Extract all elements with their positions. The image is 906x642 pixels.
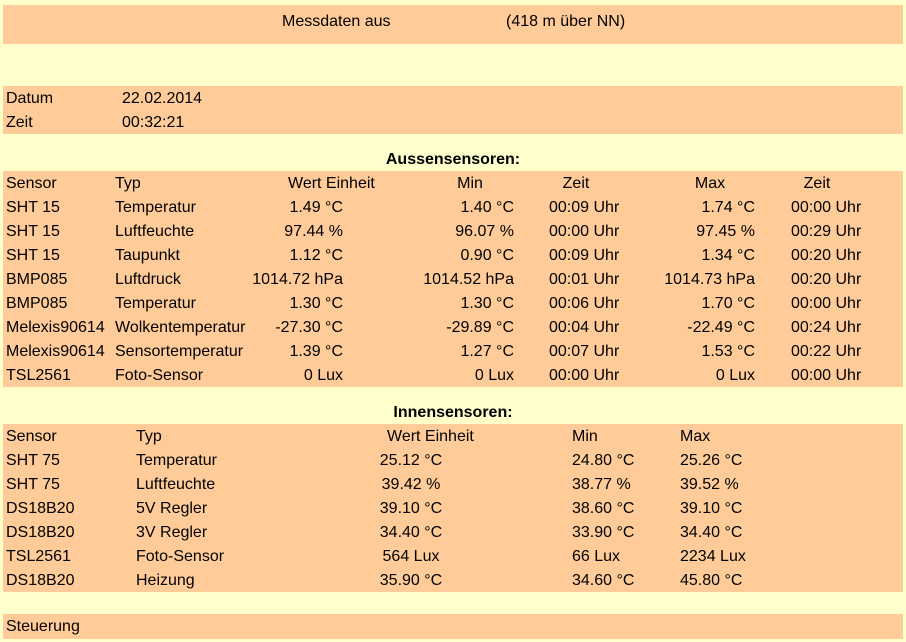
cell-wert: 564 Lux [382, 548, 440, 565]
cell-min: 1014.52 hPa [423, 271, 514, 288]
cell-wert: 1.39 °C [289, 343, 343, 360]
cell-wert: 1.49 °C [289, 199, 343, 216]
cell-sensor: BMP085 [6, 271, 68, 288]
cell-typ: Heizung [136, 572, 195, 589]
cell-typ: Foto-Sensor [115, 367, 204, 384]
date-label: Datum [6, 90, 54, 107]
cell-sensor: SHT 75 [6, 452, 60, 469]
cell-typ: Luftfeuchte [115, 223, 195, 240]
cell-zeit-max: 00:24 Uhr [791, 319, 862, 336]
cell-typ: 5V Regler [136, 500, 208, 517]
header-typ: Typ [136, 428, 162, 445]
cell-wert: 39.42 % [381, 476, 441, 493]
header-wert: Wert Einheit [387, 428, 474, 445]
header-zeit-max: Zeit [803, 175, 831, 192]
cell-max: -22.49 °C [687, 319, 755, 336]
cell-wert: 25.12 °C [379, 452, 443, 469]
cell-min: 1.30 °C [460, 295, 514, 312]
cell-max: 97.45 % [696, 223, 755, 240]
cell-max: 1.74 °C [701, 199, 755, 216]
cell-sensor: Melexis90614 [6, 319, 105, 336]
altitude-label: (418 m über NN) [506, 13, 626, 30]
cell-min: 38.77 % [572, 476, 631, 493]
cell-typ: Sensortemperatur [115, 343, 244, 360]
cell-wert: 1.30 °C [289, 295, 343, 312]
cell-max: 0 Lux [715, 367, 755, 384]
header-zeit-min: Zeit [562, 175, 590, 192]
header-wert: Wert Einheit [288, 175, 375, 192]
cell-zeit-min: 00:04 Uhr [549, 319, 620, 336]
cell-min: 0.90 °C [460, 247, 514, 264]
cell-min: 38.60 °C [572, 500, 635, 517]
cell-min: 1.40 °C [460, 199, 514, 216]
cell-min: 34.60 °C [572, 572, 635, 589]
cell-sensor: DS18B20 [6, 500, 75, 517]
cell-zeit-min: 00:09 Uhr [549, 199, 620, 216]
date-value: 22.02.2014 [122, 90, 203, 107]
cell-min: 1.27 °C [460, 343, 514, 360]
cell-zeit-min: 00:01 Uhr [549, 271, 620, 288]
cell-min: 0 Lux [474, 367, 514, 384]
cell-sensor: TSL2561 [6, 548, 71, 565]
time-value: 00:32:21 [122, 114, 185, 131]
header-sensor: Sensor [6, 175, 57, 192]
cell-max: 1014.73 hPa [664, 271, 755, 288]
page-title: Messdaten aus [282, 13, 391, 30]
cell-typ: Foto-Sensor [136, 548, 225, 565]
cell-max: 39.52 % [680, 476, 739, 493]
cell-sensor: BMP085 [6, 295, 68, 312]
cell-typ: Temperatur [136, 452, 217, 469]
outdoor-section-title: Aussensensoren: [385, 151, 521, 168]
cell-typ: Luftdruck [115, 271, 181, 288]
cell-sensor: SHT 75 [6, 476, 60, 493]
cell-zeit-max: 00:22 Uhr [791, 343, 862, 360]
cell-typ: Temperatur [115, 295, 196, 312]
cell-max: 39.10 °C [680, 500, 743, 517]
cell-wert: 34.40 °C [379, 524, 443, 541]
header-min: Min [457, 175, 483, 192]
cell-zeit-max: 00:29 Uhr [791, 223, 862, 240]
cell-zeit-min: 00:07 Uhr [549, 343, 620, 360]
cell-max: 25.26 °C [680, 452, 743, 469]
header-min: Min [572, 428, 598, 445]
cell-typ: Temperatur [115, 199, 196, 216]
cell-zeit-max: 00:20 Uhr [791, 247, 862, 264]
cell-wert: 97.44 % [284, 223, 343, 240]
cell-zeit-max: 00:00 Uhr [791, 295, 862, 312]
cell-wert: 1.12 °C [289, 247, 343, 264]
cell-zeit-min: 00:09 Uhr [549, 247, 620, 264]
header-bar [3, 5, 903, 44]
cell-max: 2234 Lux [680, 548, 746, 565]
cell-zeit-min: 00:00 Uhr [549, 367, 620, 384]
cell-sensor: SHT 15 [6, 223, 60, 240]
cell-typ: Taupunkt [115, 247, 180, 264]
cell-typ: Wolkentemperatur [115, 319, 246, 336]
cell-sensor: Melexis90614 [6, 343, 105, 360]
cell-zeit-max: 00:00 Uhr [791, 199, 862, 216]
cell-sensor: DS18B20 [6, 572, 75, 589]
steuerung-label: Steuerung [6, 618, 80, 635]
header-sensor: Sensor [6, 428, 57, 445]
cell-min: 66 Lux [572, 548, 621, 565]
cell-min: 33.90 °C [572, 524, 635, 541]
cell-max: 34.40 °C [680, 524, 743, 541]
cell-typ: Luftfeuchte [136, 476, 216, 493]
cell-sensor: TSL2561 [6, 367, 71, 384]
cell-zeit-min: 00:06 Uhr [549, 295, 620, 312]
cell-wert: 1014.72 hPa [252, 271, 343, 288]
cell-max: 1.70 °C [701, 295, 755, 312]
cell-sensor: DS18B20 [6, 524, 75, 541]
header-max: Max [694, 175, 726, 192]
cell-wert: 0 Lux [303, 367, 343, 384]
cell-sensor: SHT 15 [6, 199, 60, 216]
header-max: Max [680, 428, 711, 445]
cell-zeit-max: 00:20 Uhr [791, 271, 862, 288]
header-typ: Typ [115, 175, 141, 192]
cell-sensor: SHT 15 [6, 247, 60, 264]
cell-zeit-max: 00:00 Uhr [791, 367, 862, 384]
cell-zeit-min: 00:00 Uhr [549, 223, 620, 240]
cell-max: 1.34 °C [701, 247, 755, 264]
cell-wert: 39.10 °C [379, 500, 443, 517]
time-label: Zeit [6, 114, 33, 131]
cell-typ: 3V Regler [136, 524, 208, 541]
cell-wert: -27.30 °C [275, 319, 343, 336]
indoor-section-title: Innensensoren: [393, 404, 513, 421]
cell-min: 96.07 % [455, 223, 514, 240]
cell-min: 24.80 °C [572, 452, 635, 469]
footer-bar [3, 614, 903, 639]
cell-wert: 35.90 °C [379, 572, 443, 589]
cell-max: 1.53 °C [701, 343, 755, 360]
cell-min: -29.89 °C [446, 319, 514, 336]
cell-max: 45.80 °C [680, 572, 743, 589]
